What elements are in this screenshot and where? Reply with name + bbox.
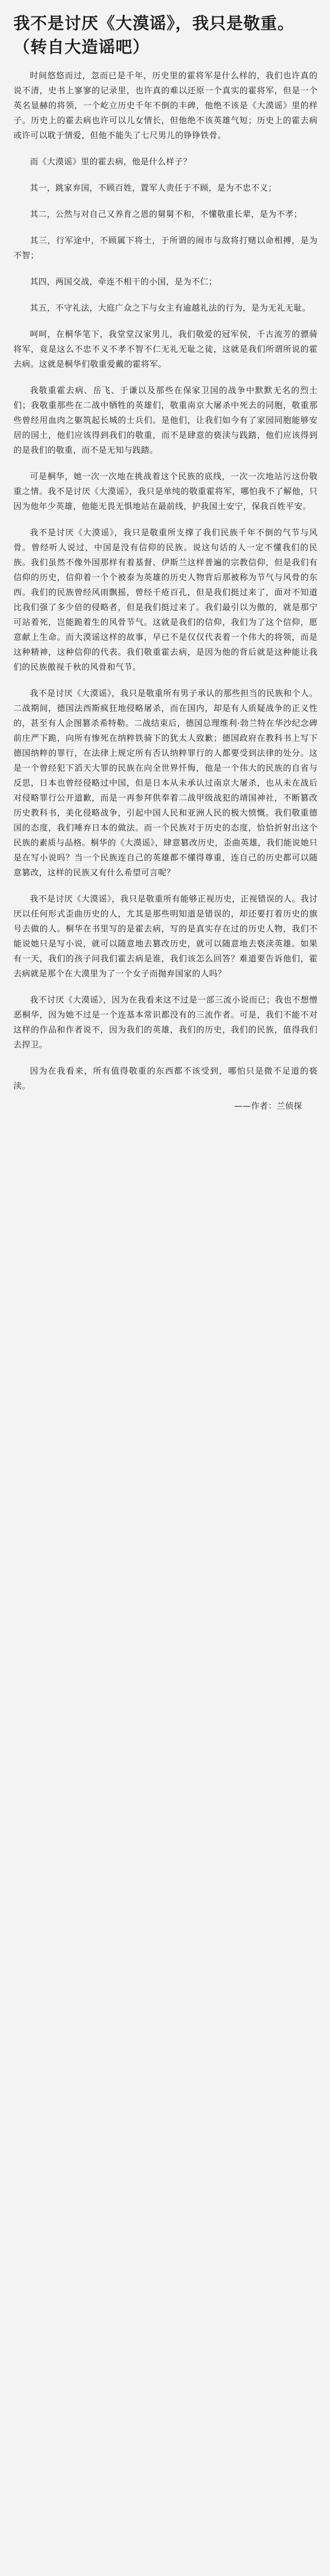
paragraph-14: 我不讨厌《大漠谣》，因为在我看来这不过是一部三流小说而已；我也不想憎恶桐华，因为她不过是一个连基本常识都没有的三流作者。可是，我们不能不对这样的作品和作者说不，因为我们的英雄，我们的历史，我们的民族，值得我们去捍卫。 — [13, 995, 318, 1049]
paragraph-7: 其五，不守礼法，大庭广众之下与女主有逾越礼法的行为，是为无礼无耻。 — [30, 303, 311, 313]
author-signature: ——作者：兰侦探 — [234, 1101, 302, 1111]
paragraph-12: 我不是讨厌《大漠谣》，我只是敬重所有男子承认的那些担当的民族和个人。二战期间，德国法西斯疯狂地侵略屠杀，而在国内，却是有人质疑战争的正义性的，甚至有人企图篡杀希特勒。二战结束后，德国总理维利·勃兰特在华沙纪念碑前庄严下跪，向所有惨死在纳粹铁骑下的犹太人致歉；德国政府在教科书上写下德国纳粹的罪行，在法律上规定所有否认纳粹罪行的人都要受到法律的处分。这是一个曾经犯下滔天大罪的民族在向全世界忏悔，他是一个伟大的民族的自省与反思，日本也曾经侵略过中国，但是日本从未承认过南京大屠杀，也从未在战后对侵略罪行公开道歉，而是一再参拜供奉着二战甲级战犯的靖国神社，不断篡改历史教科书，美化侵略战争，引起中国人民和亚洲人民的极大愤慨。我们敬重德国的态度，我们唾弃日本的做法。而一个民族对于历史的态度，恰恰折射出这个民族的素质与品格。桐华的《大漠谣》，肆意篡改历史，歪曲英雄，我们能说她只是在写小说吗？当一个民族连自己的英雄都不懂得尊重，连自己的历史都可以随意篡改，这样的民族又有什么希望可言呢？ — [13, 688, 318, 877]
paragraph-1: 时间悠悠而过，忽而已是千年，历史里的霍将军是什么样的，我们也许真的说不清，史书上寥寥的记录里，也许真的难以还原一个真实的霍将军，但是一个英名显赫的将领，一个屹立历史千年不倒的丰碑，他绝不该是《大漠谣》里的样子。历史上的霍去病也许可以儿女情长，但他绝不该英雄气短；历史上的霍去病或许可以耽于情爱，但他不能失了七尺男儿的铮铮铁骨。 — [13, 71, 318, 140]
paragraph-10: 可是桐华，她一次一次地在挑战着这个民族的底线，一次一次地站污这份敬重之情。我不是讨厌《大漠谣》，我只是单纯的敬重霍将军，哪怕我不了解他，只因为他年少英雄，他能无畏无惧地站在最前线，护我国土安宁，保我百姓平安。 — [13, 471, 318, 511]
article-title: 我不是讨厌《大漠谣》，我只是敬重。（转自大造谣吧） — [13, 13, 295, 57]
paragraph-11: 我不是讨厌《大漠谣》，我只是敬重所支撑了我们民族千年不倒的气节与风骨。曾经听人说过，中国是没有信仰的民族。说这句话的人一定不懂我们的民族。我们虽然不像外国那样有着基督、伊斯兰这样普遍的宗教信仰，但是我们有信仰的历史，信仰着一个个被泰为英雄的历史人物背后那被称为节气与风骨的东西。我们的民族曾经风雨飘摇，曾经千疮百孔，但是我们挺过来了，面对不知道比我们强了多少倍的侵略者，但是我们挺过来了。我们最引以为傲的，就是那宁可站着死，岂能跪着生的风骨节气。这就是我们的信仰，我们为了这个信仰，愿意献上生命。而大漠谣这样的故事，早已不是仅仅代表着一个伟大的将领，而是这种精神，这种信仰的代表。我们敬重霍去病，是因为他的背后就是这种能让我们的民族傲视千秋的风骨和气节。 — [13, 528, 318, 672]
paragraph-6: 其四，两国交战，牵连不相干的小国，是为不仁； — [30, 277, 218, 286]
paragraph-15: 因为在我看来，所有值得敬重的东西都不该受到，哪怕只是微不足道的亵渎。 — [13, 1066, 318, 1091]
paragraph-8: 呵呵，在桐华笔下，我堂堂汉家男儿，我们敬爱的冠军侯，千古流芳的骠骑将军，竟是这么不忠不义不孝不智不仁无礼无耻之徒，这就是我们所谓所说的霍去病。这就是桐华们敬重爱戴的霍将军。 — [13, 329, 318, 369]
paragraph-4: 其二，公然与对自己又养育之恩的舅舅不和，不懂敬重长辈，是为不孝； — [30, 209, 303, 219]
article-content — [13, 11, 318, 1125]
paragraph-9: 我敬重霍去病、岳飞、于谦以及那些在保家卫国的战争中默默无名的烈士们；我敬重那些在二战中牺牲的英雄们，敬重南京大屠杀中死去的同胞，敬重那些曾经用血肉之躯筑起长城的士兵们。是他们，让我们如今有了家园同胞能够安居的国土，他们应该得到我们的敬重，而不是肆意的亵渎与践踏，他们应该得到的是我们的敬重，而不是无知与践踏。 — [13, 385, 318, 455]
paragraph-13: 我不是讨厌《大漠谣》，我只是敬重所有能够正视历史，正视错误的人。我讨厌以任何形式歪曲历史的人，尤其是那些明知道是错误的，却还要打着历史的旗号去做的人。桐华在书里写的是霍去病，写的是真实存在过的历史人物，我们不能说她只是写小说，就可以随意地去篡改历史，就可以随意地去亵渎英雄。如果有一天，我们的孩子问我们霍去病是谁，我们该怎么回答？难道要告诉他们，霍去病就是那个在大漠里为了一个女子而抛弃国家的人吗？ — [13, 894, 318, 978]
paragraph-3: 其一，跳家弃国，不顾百姓，置军人责任于不顾，是为不忠不义； — [30, 183, 277, 193]
paragraph-2: 而《大漠谣》里的霍去病，他是什么样子？ — [30, 157, 192, 166]
paragraph-5: 其三，行军途中，不顾属下将士，于所谓的闹市与敌将打赌以命相搏，是为不智； — [13, 235, 318, 260]
